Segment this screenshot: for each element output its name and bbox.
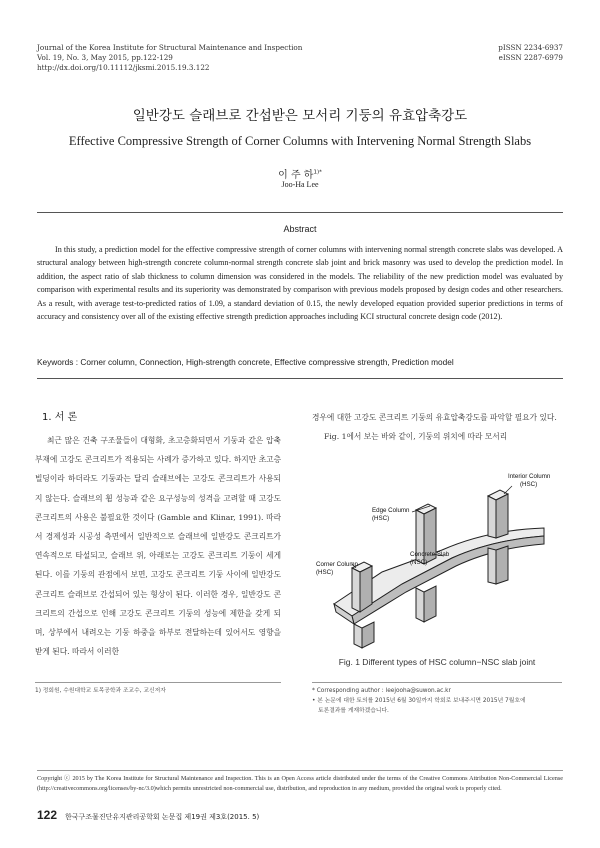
interior-column-upper xyxy=(488,490,508,538)
right-column-top xyxy=(312,408,562,446)
author-korean xyxy=(0,166,600,181)
page-number: 122 xyxy=(37,808,58,822)
label-corner-column-sub: (HSC) xyxy=(316,569,334,576)
label-edge-column: Edge Column xyxy=(372,507,410,514)
intro-paragraph: 최근 많은 건축 구조물들이 대형화, 초고층화되면서 기둥과 같은 압축부재에 고강도 콘크리트가 적용되는 사례가 증가하고 있다. 하지만 초고층 빌딩이라 하더라도 기둥과는 달리 슬래브에는 고강도 콘크리트가 사용되지 않는다. 슬래브의 휨 성능과 같은 요구성능의 성격을 고려할 때 고강도 콘크리트의 사용은 불필요한 것이다 (Gamble and Klinar, 1991). 따라서 경제성과 시공성 측면에서 일반적으로 슬래브에 일반강도 콘크리트가 연속적으로 타설되고, 슬래브 위, 아래로는 고강도 콘크리트 기둥이 세게 된다. 이를 기둥의 관점에서 보면, 고강도 콘크리트 기둥 사이에 일반강도 콘크리트 슬래브로 간섭되어 있는 형상이 된다. 이러한 경우, 일반강도 콘크리트의 간섭으로 인해 고강도 콘크리트 기둥의 성능에 제한을 갖게 되며, 상부에서 내려오는 기둥 하중을 하부로 전달하는데 있어서도 영향을 받게 된다. 따라서 이러한 xyxy=(35,436,281,657)
journal-header xyxy=(37,43,302,73)
left-column xyxy=(35,431,281,661)
pissn: pISSN 2234-6937 xyxy=(498,43,563,52)
author-affiliation-mark: 1)* xyxy=(313,169,322,176)
intro-paragraph-continued: 경우에 대한 고강도 콘크리트 기둥의 유효압축강도를 파악할 필요가 있다. xyxy=(312,413,557,422)
copyright-rule xyxy=(37,770,563,771)
section-heading: 1. 서 론 xyxy=(42,412,78,423)
keywords: Keywords : Corner column, Connection, High-strength concrete, Effective compressive strength, Prediction model xyxy=(37,357,454,367)
interior-column-lower xyxy=(488,546,508,584)
right-footnote-rule xyxy=(312,682,562,683)
eissn: eISSN 2287-6979 xyxy=(498,53,563,62)
abstract-bottom-rule xyxy=(37,378,563,379)
copyright-text: Copyright ⓒ 2015 by The Korea Institute for Structural Maintenance and Inspection. This is an Open Access article distributed under the terms of the Creative Commons Attribution Non-Commercial License (http://creativecommons.org/licenses/by-nc/3.0)which permits unrestricted non-commercial use, distribution, and reproduction in any medium, provided the original work is properly cited. xyxy=(37,775,563,792)
footer-journal: 한국구조물진단유지관리공학회 논문집 제19권 제3호(2015. 5) xyxy=(65,813,260,821)
journal-name: Journal of the Korea Institute for Structural Maintenance and Inspection xyxy=(37,43,303,52)
left-footnote: 1) 정회원, 수원대학교 토목공학과 조교수, 교신저자 xyxy=(35,688,166,694)
left-footnote-rule xyxy=(35,682,281,683)
label-edge-column-sub: (HSC) xyxy=(372,515,390,522)
author-english: Joo-Ha Lee xyxy=(281,180,319,189)
figure-1-caption: Fig. 1 Different types of HSC column−NSC slab joint xyxy=(338,657,536,667)
title-korean: 일반강도 슬래브로 간섭받은 모서리 기둥의 유효압축강도 xyxy=(132,108,468,124)
label-corner-column: Corner Column xyxy=(316,561,358,568)
corner-column-upper xyxy=(352,562,372,612)
journal-doi[interactable]: http://dx.doi.org/10.11112/jksmi.2015.19.3.122 xyxy=(37,63,210,72)
leader-interior xyxy=(504,486,512,494)
right-footnotes xyxy=(312,686,564,716)
title-english: Effective Compressive Strength of Corner Columns with Intervening Normal Strength Slabs xyxy=(68,134,532,148)
issn-block xyxy=(498,43,563,63)
abstract-top-rule xyxy=(37,212,563,213)
corresponding-author: * Corresponding author : leejooha@suwon.ac.kr xyxy=(312,688,451,694)
author-name: 이 주 하 xyxy=(278,170,314,181)
corner-column-lower xyxy=(354,622,374,648)
label-concrete-slab: Concrete Slab xyxy=(410,551,450,558)
label-interior-column: Interior Column xyxy=(508,473,551,480)
journal-volume: Vol. 19, No. 3, May 2015, pp.122-129 xyxy=(37,53,173,62)
label-interior-column-sub: (HSC) xyxy=(520,481,538,488)
abstract-heading: Abstract xyxy=(283,224,317,234)
page-footer xyxy=(37,808,259,822)
figure-1-joint-diagram xyxy=(312,472,562,652)
discussion-note-1: • 본 논문에 대한 토의를 2015년 6월 30일까지 학회로 보내주시면 2015년 7월호에 xyxy=(312,698,526,704)
edge-column-lower xyxy=(416,586,436,622)
abstract-text: In this study, a prediction model for the effective compressive strength of corner columns with intervening normal strength concrete slabs was developed. A structural analogy between high-strength concrete column-normal strength concrete slab joint and brick masonry was used to develop the prediction model. In addition, the aspect ratio of slab thickness to column dimension was considered in the models. The reliability of the new prediction model was evaluated by comparison with experimental results and its superiority was demonstrated by comparison with previous models proposed by design codes and other researchers. As a result, with average test-to-predicted ratios of 1.09, a standard deviation of 0.15, the newly developed equation provided superior predictions in terms of accuracy and consistency over all of the existing effective strength prediction approaches including KCI structural concrete design code (2012). xyxy=(37,245,563,322)
label-concrete-slab-sub: (NSC) xyxy=(410,559,428,566)
discussion-note-2: 토론결과를 게재하겠습니다. xyxy=(318,708,389,714)
figure-reference-paragraph: Fig. 1에서 보는 바와 같이, 기둥의 위치에 따라 모서리 xyxy=(324,432,508,442)
